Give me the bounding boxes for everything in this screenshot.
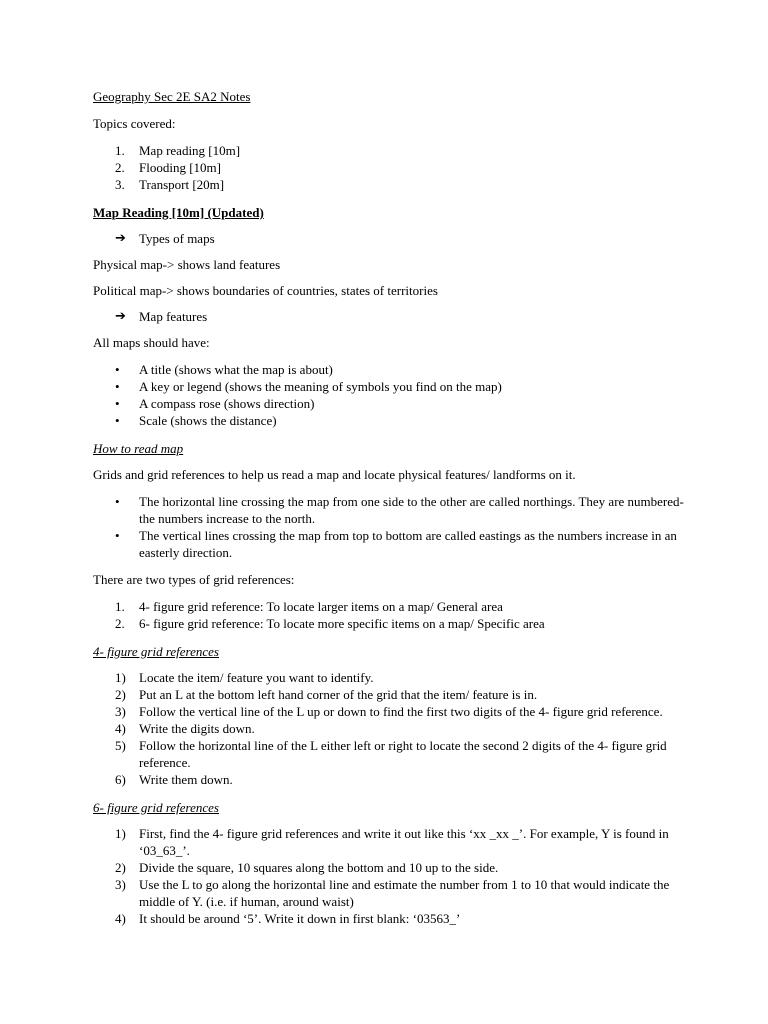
- list-number: 1): [115, 670, 126, 685]
- list-item-text: Put an L at the bottom left hand corner of the grid that the item/ feature is in.: [139, 687, 538, 702]
- types-intro-text: There are two types of grid references:: [93, 572, 295, 587]
- list-item: [93, 720, 693, 737]
- list-item: [93, 859, 693, 876]
- list-number: 3.: [115, 177, 125, 192]
- list-item-text: Scale (shows the distance): [139, 413, 277, 428]
- list-item-text: The horizontal line crossing the map from one side to the other are called northings. They are numbered- the numbers increase to the north.: [139, 494, 684, 526]
- list-number: 4): [115, 721, 126, 736]
- list-item: [93, 378, 693, 395]
- list-item-text: A compass rose (shows direction): [139, 396, 315, 411]
- features-list: [93, 361, 693, 429]
- four-figure-heading: 4- figure grid references: [93, 644, 219, 659]
- list-item-text: Write them down.: [139, 772, 233, 787]
- list-item-text: First, find the 4- figure grid references and write it out like this ‘xx _xx _’. For example, Y is found in ‘03_63_’.: [139, 826, 669, 858]
- list-item: [93, 910, 693, 927]
- grid-lines-list: [93, 493, 693, 561]
- list-item: [93, 686, 693, 703]
- types-of-maps-label: Types of maps: [139, 231, 215, 246]
- bullet-icon: •: [115, 528, 120, 543]
- list-item: [93, 527, 693, 561]
- right-arrow-icon: ➔: [115, 309, 126, 324]
- list-number: 3): [115, 877, 126, 892]
- bullet-icon: •: [115, 379, 120, 394]
- list-item-text: Divide the square, 10 squares along the bottom and 10 up to the side.: [139, 860, 499, 875]
- map-features-row: [93, 308, 693, 325]
- how-to-read-heading: How to read map: [93, 441, 184, 456]
- map-features-label: Map features: [139, 309, 208, 324]
- list-number: 1.: [115, 599, 125, 614]
- list-item-text: Write the digits down.: [139, 721, 255, 736]
- list-number: 4): [115, 911, 126, 926]
- topics-intro: Topics covered:: [93, 116, 176, 131]
- list-number: 5): [115, 738, 126, 753]
- six-figure-heading: 6- figure grid references: [93, 800, 219, 815]
- document-title: Geography Sec 2E SA2 Notes: [93, 89, 251, 104]
- list-number: 6): [115, 772, 126, 787]
- list-item: [93, 615, 693, 632]
- list-item: [93, 771, 693, 788]
- bullet-icon: •: [115, 362, 120, 377]
- bullet-icon: •: [115, 494, 120, 509]
- all-maps-text: All maps should have:: [93, 335, 210, 350]
- list-item-text: Use the L to go along the horizontal line and estimate the number from 1 to 10 that would indicate the middle of Y. (i.e. if human, around waist): [139, 877, 670, 909]
- six-figure-steps: [93, 825, 693, 927]
- right-arrow-icon: ➔: [115, 231, 126, 246]
- list-number: 1.: [115, 143, 125, 158]
- list-item: [93, 876, 693, 910]
- document-page: [93, 88, 693, 927]
- list-item: [93, 825, 693, 859]
- list-item: [93, 412, 693, 429]
- political-map-text: Political map-> shows boundaries of countries, states of territories: [93, 283, 438, 298]
- list-number: 1): [115, 826, 126, 841]
- physical-map-text: Physical map-> shows land features: [93, 257, 281, 272]
- list-item-text: A key or legend (shows the meaning of symbols you find on the map): [139, 379, 502, 394]
- list-number: 2): [115, 860, 126, 875]
- types-of-maps-row: [93, 230, 693, 247]
- list-item-text: Transport [20m]: [139, 177, 225, 192]
- list-item-text: 4- figure grid reference: To locate larger items on a map/ General area: [139, 599, 503, 614]
- list-item-text: Flooding [10m]: [139, 160, 221, 175]
- list-item-text: A title (shows what the map is about): [139, 362, 333, 377]
- list-item-text: 6- figure grid reference: To locate more specific items on a map/ Specific area: [139, 616, 545, 631]
- section-heading: Map Reading [10m] (Updated): [93, 205, 264, 220]
- list-item-text: Follow the vertical line of the L up or down to find the first two digits of the 4- figure grid reference.: [139, 704, 663, 719]
- list-item: [93, 142, 693, 159]
- grids-intro-text: Grids and grid references to help us read a map and locate physical features/ landforms on it.: [93, 467, 576, 482]
- list-item-text: It should be around ‘5’. Write it down in first blank: ‘03563_’: [139, 911, 461, 926]
- list-item: [93, 176, 693, 193]
- list-item-text: Follow the horizontal line of the L either left or right to locate the second 2 digits of the 4- figure grid reference.: [139, 738, 667, 770]
- list-number: 3): [115, 704, 126, 719]
- list-item: [93, 493, 693, 527]
- list-item: [93, 361, 693, 378]
- list-item-text: Map reading [10m]: [139, 143, 241, 158]
- list-item: [93, 598, 693, 615]
- grid-types-list: [93, 598, 693, 632]
- list-item: [93, 395, 693, 412]
- bullet-icon: •: [115, 413, 120, 428]
- list-item: [93, 159, 693, 176]
- list-item: [93, 703, 693, 720]
- bullet-icon: •: [115, 396, 120, 411]
- four-figure-steps: [93, 669, 693, 788]
- list-item: [93, 669, 693, 686]
- list-number: 2): [115, 687, 126, 702]
- topics-list: [93, 142, 693, 193]
- list-number: 2.: [115, 160, 125, 175]
- list-item-text: The vertical lines crossing the map from top to bottom are called eastings as the numbers increase in an easterly direction.: [139, 528, 677, 560]
- list-number: 2.: [115, 616, 125, 631]
- list-item-text: Locate the item/ feature you want to identify.: [139, 670, 374, 685]
- list-item: [93, 737, 693, 771]
